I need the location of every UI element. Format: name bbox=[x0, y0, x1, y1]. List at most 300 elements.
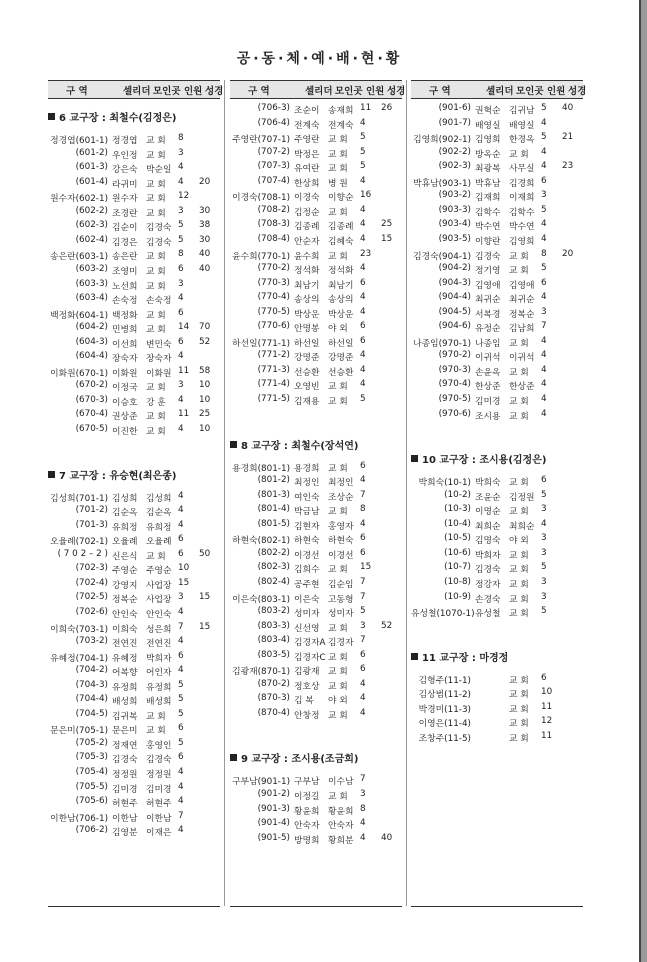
cell-leader: 라귀미 bbox=[112, 179, 138, 190]
cell-leader: 손윤옥 bbox=[475, 367, 501, 378]
header-region: 구 역 bbox=[429, 86, 451, 97]
cell-region: 정경엽(601-1) bbox=[50, 136, 108, 146]
cell-leader: 김경숙 bbox=[475, 251, 501, 262]
cell-place: 유정희 bbox=[146, 682, 172, 693]
table-row bbox=[411, 716, 583, 730]
cell-region: (904-2) bbox=[438, 263, 471, 274]
cell-place: 배성희 bbox=[146, 697, 172, 708]
table-row bbox=[411, 190, 583, 204]
cell-region: (705-2) bbox=[75, 737, 108, 748]
cell-count: 6 bbox=[178, 307, 184, 318]
cell-count: 4 bbox=[360, 832, 366, 843]
cell-count: 23 bbox=[360, 248, 372, 259]
table-row bbox=[230, 664, 402, 678]
column-divider bbox=[406, 80, 407, 906]
cell-leader: 유여란 bbox=[294, 164, 320, 175]
cell-count: 5 bbox=[541, 606, 547, 617]
cell-region: 이영은(11-4) bbox=[418, 719, 471, 730]
cell-count: 11 bbox=[541, 701, 553, 712]
cell-region: (801-5) bbox=[257, 518, 290, 529]
cell-leader: 정강자 bbox=[475, 579, 501, 590]
table-row bbox=[411, 249, 583, 263]
cell-count: 4 bbox=[360, 379, 366, 390]
header-region: 구 역 bbox=[66, 86, 88, 97]
table-row bbox=[411, 606, 583, 620]
cell-count: 11 bbox=[178, 365, 190, 376]
cell-place: 교 회 bbox=[509, 149, 529, 160]
table-row bbox=[48, 177, 220, 191]
header-leader: 셀리더 bbox=[305, 86, 333, 97]
table-row bbox=[48, 782, 220, 796]
table-row bbox=[48, 534, 220, 548]
cell-place: 안숙자 bbox=[328, 821, 354, 832]
cell-leader: 김희수 bbox=[294, 565, 320, 576]
cell-place: 교 회 bbox=[509, 675, 529, 686]
cell-place: 박상운 bbox=[328, 309, 354, 320]
cell-count: 5 bbox=[360, 146, 366, 157]
table-row bbox=[230, 650, 402, 664]
table-row bbox=[48, 563, 220, 577]
cell-count: 4 bbox=[178, 519, 184, 530]
cell-region: (10-8) bbox=[444, 576, 471, 587]
cell-leader: 민병희 bbox=[112, 325, 138, 336]
table-row bbox=[48, 191, 220, 205]
cell-growth: 40 bbox=[199, 263, 211, 274]
cell-count: 4 bbox=[178, 162, 184, 173]
cell-leader: 권상준 bbox=[112, 412, 138, 423]
cell-count: 4 bbox=[360, 518, 366, 529]
cell-count: 6 bbox=[178, 534, 184, 545]
cell-place: 교 회 bbox=[509, 704, 529, 715]
cell-region: (801-4) bbox=[257, 504, 290, 515]
cell-leader: 김광재 bbox=[294, 667, 320, 678]
table-row bbox=[411, 219, 583, 233]
cell-leader: 김명숙 bbox=[475, 536, 501, 547]
cell-place: 사무실 bbox=[509, 164, 535, 175]
section-title: 10 교구장 : 조시용(김정은) bbox=[422, 455, 547, 467]
cell-place: 교 회 bbox=[509, 690, 529, 701]
cell-count: 5 bbox=[541, 132, 547, 143]
cell-place: 교 회 bbox=[509, 397, 529, 407]
header-place: 모인곳 bbox=[153, 86, 181, 97]
table-row bbox=[48, 767, 220, 781]
cell-region: (706-3) bbox=[257, 103, 290, 113]
cell-place: 교 회 bbox=[146, 726, 166, 737]
cell-region: 김광재(870-1) bbox=[232, 667, 290, 678]
cell-place: 김성희 bbox=[146, 493, 172, 504]
cell-count: 3 bbox=[541, 190, 547, 201]
cell-leader: 주영란 bbox=[294, 135, 320, 146]
cell-leader: 정정원 bbox=[112, 770, 138, 780]
table-row bbox=[48, 520, 220, 534]
cell-leader: 김순옥 bbox=[112, 508, 138, 519]
header-leader: 셀리더 bbox=[486, 86, 514, 97]
cell-count: 5 bbox=[178, 220, 184, 231]
cell-growth: 52 bbox=[381, 620, 393, 631]
cell-region: 용경희(801-1) bbox=[232, 463, 290, 474]
cell-count: 4 bbox=[360, 292, 366, 303]
cell-place: 이재희 bbox=[509, 193, 535, 204]
cell-region: (771-3) bbox=[257, 364, 290, 375]
cell-leader: 박수연 bbox=[475, 222, 501, 233]
table-row bbox=[230, 519, 402, 533]
table-row bbox=[411, 731, 583, 745]
cell-place: 손숙정 bbox=[146, 296, 172, 307]
cell-place: 김경숙 bbox=[146, 223, 172, 234]
section-title: 6 교구장 : 최철수(김정은) bbox=[59, 113, 177, 124]
table-row bbox=[411, 673, 583, 687]
cell-place: 이귀석 bbox=[509, 353, 535, 364]
cell-leader: 서복경 bbox=[475, 309, 501, 320]
cell-count: 4 bbox=[178, 665, 184, 676]
table-row bbox=[411, 103, 583, 117]
table-row bbox=[411, 687, 583, 701]
cell-leader: 구부남 bbox=[294, 777, 320, 788]
cell-place: 교 회 bbox=[328, 164, 348, 175]
cell-region: (706-2) bbox=[75, 825, 108, 836]
cell-place: 교 회 bbox=[146, 179, 166, 190]
cell-count: 10 bbox=[541, 687, 553, 698]
cell-leader: 최정인 bbox=[294, 478, 320, 489]
cell-count: 5 bbox=[541, 263, 547, 274]
cell-growth: 15 bbox=[381, 233, 393, 244]
cell-region: (870-3) bbox=[257, 693, 290, 704]
cell-place: 한상준 bbox=[509, 382, 535, 393]
cell-place: 교 회 bbox=[328, 681, 348, 692]
cell-count: 5 bbox=[178, 234, 184, 245]
cell-leader: 이정국 bbox=[112, 383, 138, 394]
cell-leader: 조영미 bbox=[112, 266, 138, 277]
table-row bbox=[48, 249, 220, 263]
cell-count: 8 bbox=[360, 504, 366, 515]
cell-place: 최정인 bbox=[328, 478, 354, 489]
cell-leader: 전계숙 bbox=[294, 120, 320, 131]
cell-leader: 신은식 bbox=[112, 551, 138, 562]
cell-growth: 40 bbox=[381, 832, 393, 843]
table-column-3 bbox=[411, 80, 587, 744]
cell-leader: 박정은 bbox=[294, 149, 320, 160]
cell-place: 김혜숙 bbox=[328, 236, 354, 247]
cell-leader: 김재용 bbox=[294, 397, 320, 407]
table-row bbox=[48, 491, 220, 505]
cell-count: 6 bbox=[178, 723, 184, 734]
cell-place: 안인숙 bbox=[146, 609, 172, 620]
cell-leader: 유성철 bbox=[475, 609, 501, 620]
cell-region: (705-6) bbox=[75, 796, 108, 807]
table-row bbox=[230, 118, 402, 132]
cell-place: 사업장 bbox=[146, 595, 172, 606]
cell-place: 홍영인 bbox=[146, 740, 172, 751]
cell-count: 4 bbox=[541, 292, 547, 303]
cell-place: 배영실 bbox=[509, 120, 535, 131]
table-row bbox=[230, 190, 402, 204]
cell-count: 3 bbox=[178, 147, 184, 158]
table-row bbox=[230, 789, 402, 803]
cell-count: 6 bbox=[178, 752, 184, 763]
table-row bbox=[48, 578, 220, 592]
cell-place: 교 회 bbox=[509, 579, 529, 590]
cell-leader: 정경엽 bbox=[112, 136, 138, 146]
cell-region: (670-3) bbox=[75, 394, 108, 405]
cell-count: 3 bbox=[541, 306, 547, 317]
cell-place: 한경옥 bbox=[509, 135, 535, 146]
cell-region: (770-6) bbox=[257, 321, 290, 332]
table-row bbox=[411, 132, 583, 146]
cell-count: 6 bbox=[541, 277, 547, 288]
table-row bbox=[48, 162, 220, 176]
column-bottom-rule bbox=[230, 906, 402, 907]
cell-region: (707-4) bbox=[257, 175, 290, 186]
cell-place: 고동형 bbox=[328, 594, 354, 605]
cell-count: 7 bbox=[360, 774, 366, 785]
cell-place: 교 회 bbox=[328, 149, 348, 160]
cell-count: 3 bbox=[360, 620, 366, 631]
cell-count: 4 bbox=[178, 176, 184, 187]
cell-count: 4 bbox=[360, 707, 366, 718]
cell-region: 주영란(707-1) bbox=[232, 135, 290, 146]
cell-place: 교 회 bbox=[328, 397, 348, 407]
cell-region: (604-3) bbox=[75, 336, 108, 347]
cell-leader: 강명준 bbox=[294, 353, 320, 364]
table-row bbox=[411, 263, 583, 277]
header-region: 구 역 bbox=[248, 86, 270, 97]
cell-count: 7 bbox=[360, 635, 366, 646]
table-row bbox=[411, 118, 583, 132]
cell-growth: 10 bbox=[199, 394, 211, 405]
section-title: 8 교구장 : 최철수(장석연) bbox=[241, 440, 359, 452]
cell-region: (704-2) bbox=[75, 665, 108, 676]
cell-place: 교 회 bbox=[146, 310, 166, 321]
cell-count: 4 bbox=[178, 394, 184, 405]
cell-count: 6 bbox=[360, 533, 366, 544]
cell-place: 이수남 bbox=[328, 777, 354, 788]
cell-leader: 장숙자 bbox=[112, 354, 138, 365]
cell-count: 6 bbox=[541, 175, 547, 186]
table-row bbox=[411, 350, 583, 364]
cell-leader: 정석화 bbox=[294, 266, 320, 277]
cell-leader: 이진한 bbox=[112, 427, 138, 437]
table-row bbox=[230, 679, 402, 693]
cell-place: 송재희 bbox=[328, 106, 354, 116]
cell-growth: 25 bbox=[199, 409, 211, 420]
cell-leader: 조윤순 bbox=[475, 492, 501, 503]
cell-leader: 이향란 bbox=[475, 236, 501, 247]
cell-place: 오율례 bbox=[146, 537, 172, 548]
cell-region: (870-2) bbox=[257, 678, 290, 689]
table-row bbox=[48, 811, 220, 825]
cell-leader: 안명봉 bbox=[294, 324, 320, 335]
cell-place: 병 원 bbox=[328, 178, 348, 189]
table-row bbox=[48, 680, 220, 694]
cell-count: 11 bbox=[360, 103, 372, 113]
cell-place: 교 회 bbox=[328, 792, 348, 802]
cell-place: 교 회 bbox=[146, 208, 166, 219]
cell-place: 박수연 bbox=[509, 222, 535, 233]
section-heading bbox=[411, 649, 508, 664]
cell-region: (704-5) bbox=[75, 708, 108, 719]
table-row bbox=[48, 264, 220, 278]
cell-count: 6 bbox=[360, 460, 366, 471]
square-bullet-icon bbox=[48, 471, 55, 478]
table-row bbox=[48, 206, 220, 220]
cell-place: 교 회 bbox=[328, 710, 348, 721]
cell-place: 김미경 bbox=[146, 784, 172, 795]
cell-place: 김순옥 bbox=[146, 508, 172, 519]
cell-leader: 유희정 bbox=[112, 522, 138, 533]
cell-place: 이재은 bbox=[146, 828, 172, 839]
table-row bbox=[48, 505, 220, 519]
cell-count: 6 bbox=[360, 321, 366, 332]
cell-region: (904-5) bbox=[438, 306, 471, 317]
column-header bbox=[411, 80, 587, 99]
cell-region: (770-3) bbox=[257, 277, 290, 288]
cell-count: 4 bbox=[541, 379, 547, 390]
table-row bbox=[230, 103, 402, 117]
cell-region: (602-2) bbox=[75, 205, 108, 216]
cell-region: (803-2) bbox=[257, 606, 290, 617]
square-bullet-icon bbox=[411, 653, 418, 660]
cell-growth: 50 bbox=[199, 548, 211, 559]
cell-region: (10-7) bbox=[444, 562, 471, 573]
cell-place: 교 회 bbox=[146, 427, 166, 437]
cell-place: 김경숙 bbox=[146, 755, 172, 766]
cell-place: 김순임 bbox=[328, 579, 354, 590]
table-row bbox=[230, 147, 402, 161]
cell-count: 6 bbox=[360, 277, 366, 288]
header-growth: 성경 bbox=[387, 86, 406, 97]
cell-leader: 정기영 bbox=[475, 266, 501, 277]
table-row bbox=[411, 234, 583, 248]
cell-region: 이화원(670-1) bbox=[50, 368, 108, 379]
cell-count: 4 bbox=[360, 263, 366, 274]
cell-region: (771-4) bbox=[257, 379, 290, 390]
cell-leader: 김 복 bbox=[294, 696, 314, 707]
cell-leader: 하선일 bbox=[294, 338, 320, 349]
cell-region: (703-2) bbox=[75, 636, 108, 647]
cell-region: (801-3) bbox=[257, 489, 290, 500]
cell-place: 장숙자 bbox=[146, 354, 172, 365]
table-row bbox=[230, 249, 402, 263]
cell-place: 하선일 bbox=[328, 338, 354, 349]
table-row bbox=[230, 833, 402, 847]
cell-count: 4 bbox=[360, 306, 366, 317]
table-row bbox=[230, 635, 402, 649]
cell-region: (901-6) bbox=[438, 103, 471, 113]
cell-region: (705-4) bbox=[75, 767, 108, 777]
cell-place: 이경선 bbox=[328, 550, 354, 561]
square-bullet-icon bbox=[411, 455, 418, 462]
cell-place: 이화원 bbox=[146, 368, 172, 379]
cell-region: (702-3) bbox=[75, 563, 108, 574]
cell-growth: 52 bbox=[199, 336, 211, 347]
cell-growth: 15 bbox=[199, 592, 211, 603]
cell-leader: 김경숙 bbox=[112, 755, 138, 766]
table-row bbox=[230, 263, 402, 277]
cell-region: (602-4) bbox=[75, 234, 108, 245]
cell-place: 김귀남 bbox=[509, 106, 535, 116]
cell-count: 15 bbox=[178, 577, 190, 588]
cell-region: (704-4) bbox=[75, 694, 108, 705]
cell-count: 4 bbox=[360, 475, 366, 486]
cell-count: 4 bbox=[541, 219, 547, 230]
cell-leader: 김정순 bbox=[294, 207, 320, 218]
cell-leader: 정복순 bbox=[112, 595, 138, 606]
cell-leader: 이경숙 bbox=[294, 193, 320, 204]
cell-count: 4 bbox=[541, 364, 547, 375]
cell-leader: 강은숙 bbox=[112, 165, 138, 176]
cell-place: 조상순 bbox=[328, 492, 354, 503]
cell-count: 4 bbox=[178, 505, 184, 516]
table-row bbox=[48, 694, 220, 708]
cell-leader: 백정화 bbox=[112, 310, 138, 321]
cell-count: 16 bbox=[360, 190, 372, 201]
cell-region: (902-3) bbox=[438, 161, 471, 172]
table-row bbox=[230, 490, 402, 504]
cell-count: 8 bbox=[541, 248, 547, 259]
cell-region: (706-4) bbox=[257, 117, 290, 128]
cell-count: 12 bbox=[541, 716, 553, 727]
cell-count: 3 bbox=[541, 591, 547, 602]
cell-leader: 최희순 bbox=[475, 521, 501, 532]
table-row bbox=[230, 804, 402, 818]
table-row bbox=[230, 219, 402, 233]
cell-region: (704-3) bbox=[75, 679, 108, 690]
cell-place: 교 회 bbox=[146, 325, 166, 336]
cell-region: (601-3) bbox=[75, 162, 108, 173]
table-row bbox=[411, 490, 583, 504]
table-row bbox=[411, 409, 583, 423]
cell-region: (803-4) bbox=[257, 635, 290, 646]
table-row bbox=[48, 308, 220, 322]
table-row bbox=[411, 161, 583, 175]
cell-leader: 송은란 bbox=[112, 252, 138, 263]
cell-region: (801-2) bbox=[257, 475, 290, 486]
cell-region: (903-3) bbox=[438, 204, 471, 215]
cell-place: 야 외 bbox=[328, 696, 348, 707]
cell-count: 14 bbox=[178, 322, 190, 333]
cell-region: 하현숙(802-1) bbox=[232, 536, 290, 547]
header-count: 인원 bbox=[184, 86, 203, 97]
column-bottom-rule bbox=[48, 906, 220, 907]
cell-count: 5 bbox=[178, 694, 184, 705]
cell-leader: 주영순 bbox=[112, 566, 138, 577]
table-row bbox=[230, 592, 402, 606]
table-row bbox=[230, 205, 402, 219]
cell-count: 6 bbox=[360, 664, 366, 675]
table-row bbox=[411, 394, 583, 408]
cell-count: 7 bbox=[360, 489, 366, 500]
section-title: 11 교구장 : 마경정 bbox=[422, 652, 509, 664]
table-row bbox=[411, 365, 583, 379]
cell-leader: 김귀복 bbox=[112, 711, 138, 722]
cell-leader: 김경은 bbox=[112, 237, 138, 248]
cell-count: 4 bbox=[178, 293, 184, 304]
cell-region: 김성희(701-1) bbox=[50, 493, 108, 504]
cell-leader: 김경숙 bbox=[475, 565, 501, 576]
cell-leader: 배성희 bbox=[112, 697, 138, 708]
cell-place: 교 회 bbox=[146, 150, 166, 161]
cell-growth: 38 bbox=[199, 220, 211, 231]
cell-region: (601-2) bbox=[75, 147, 108, 158]
cell-growth: 10 bbox=[199, 424, 211, 434]
cell-count: 5 bbox=[360, 606, 366, 617]
cell-place: 교 회 bbox=[146, 252, 166, 263]
cell-growth: 23 bbox=[562, 161, 574, 172]
table-row bbox=[230, 379, 402, 393]
cell-place: 김경희 bbox=[509, 178, 535, 189]
table-row bbox=[230, 350, 402, 364]
cell-place: 교 회 bbox=[328, 667, 348, 678]
